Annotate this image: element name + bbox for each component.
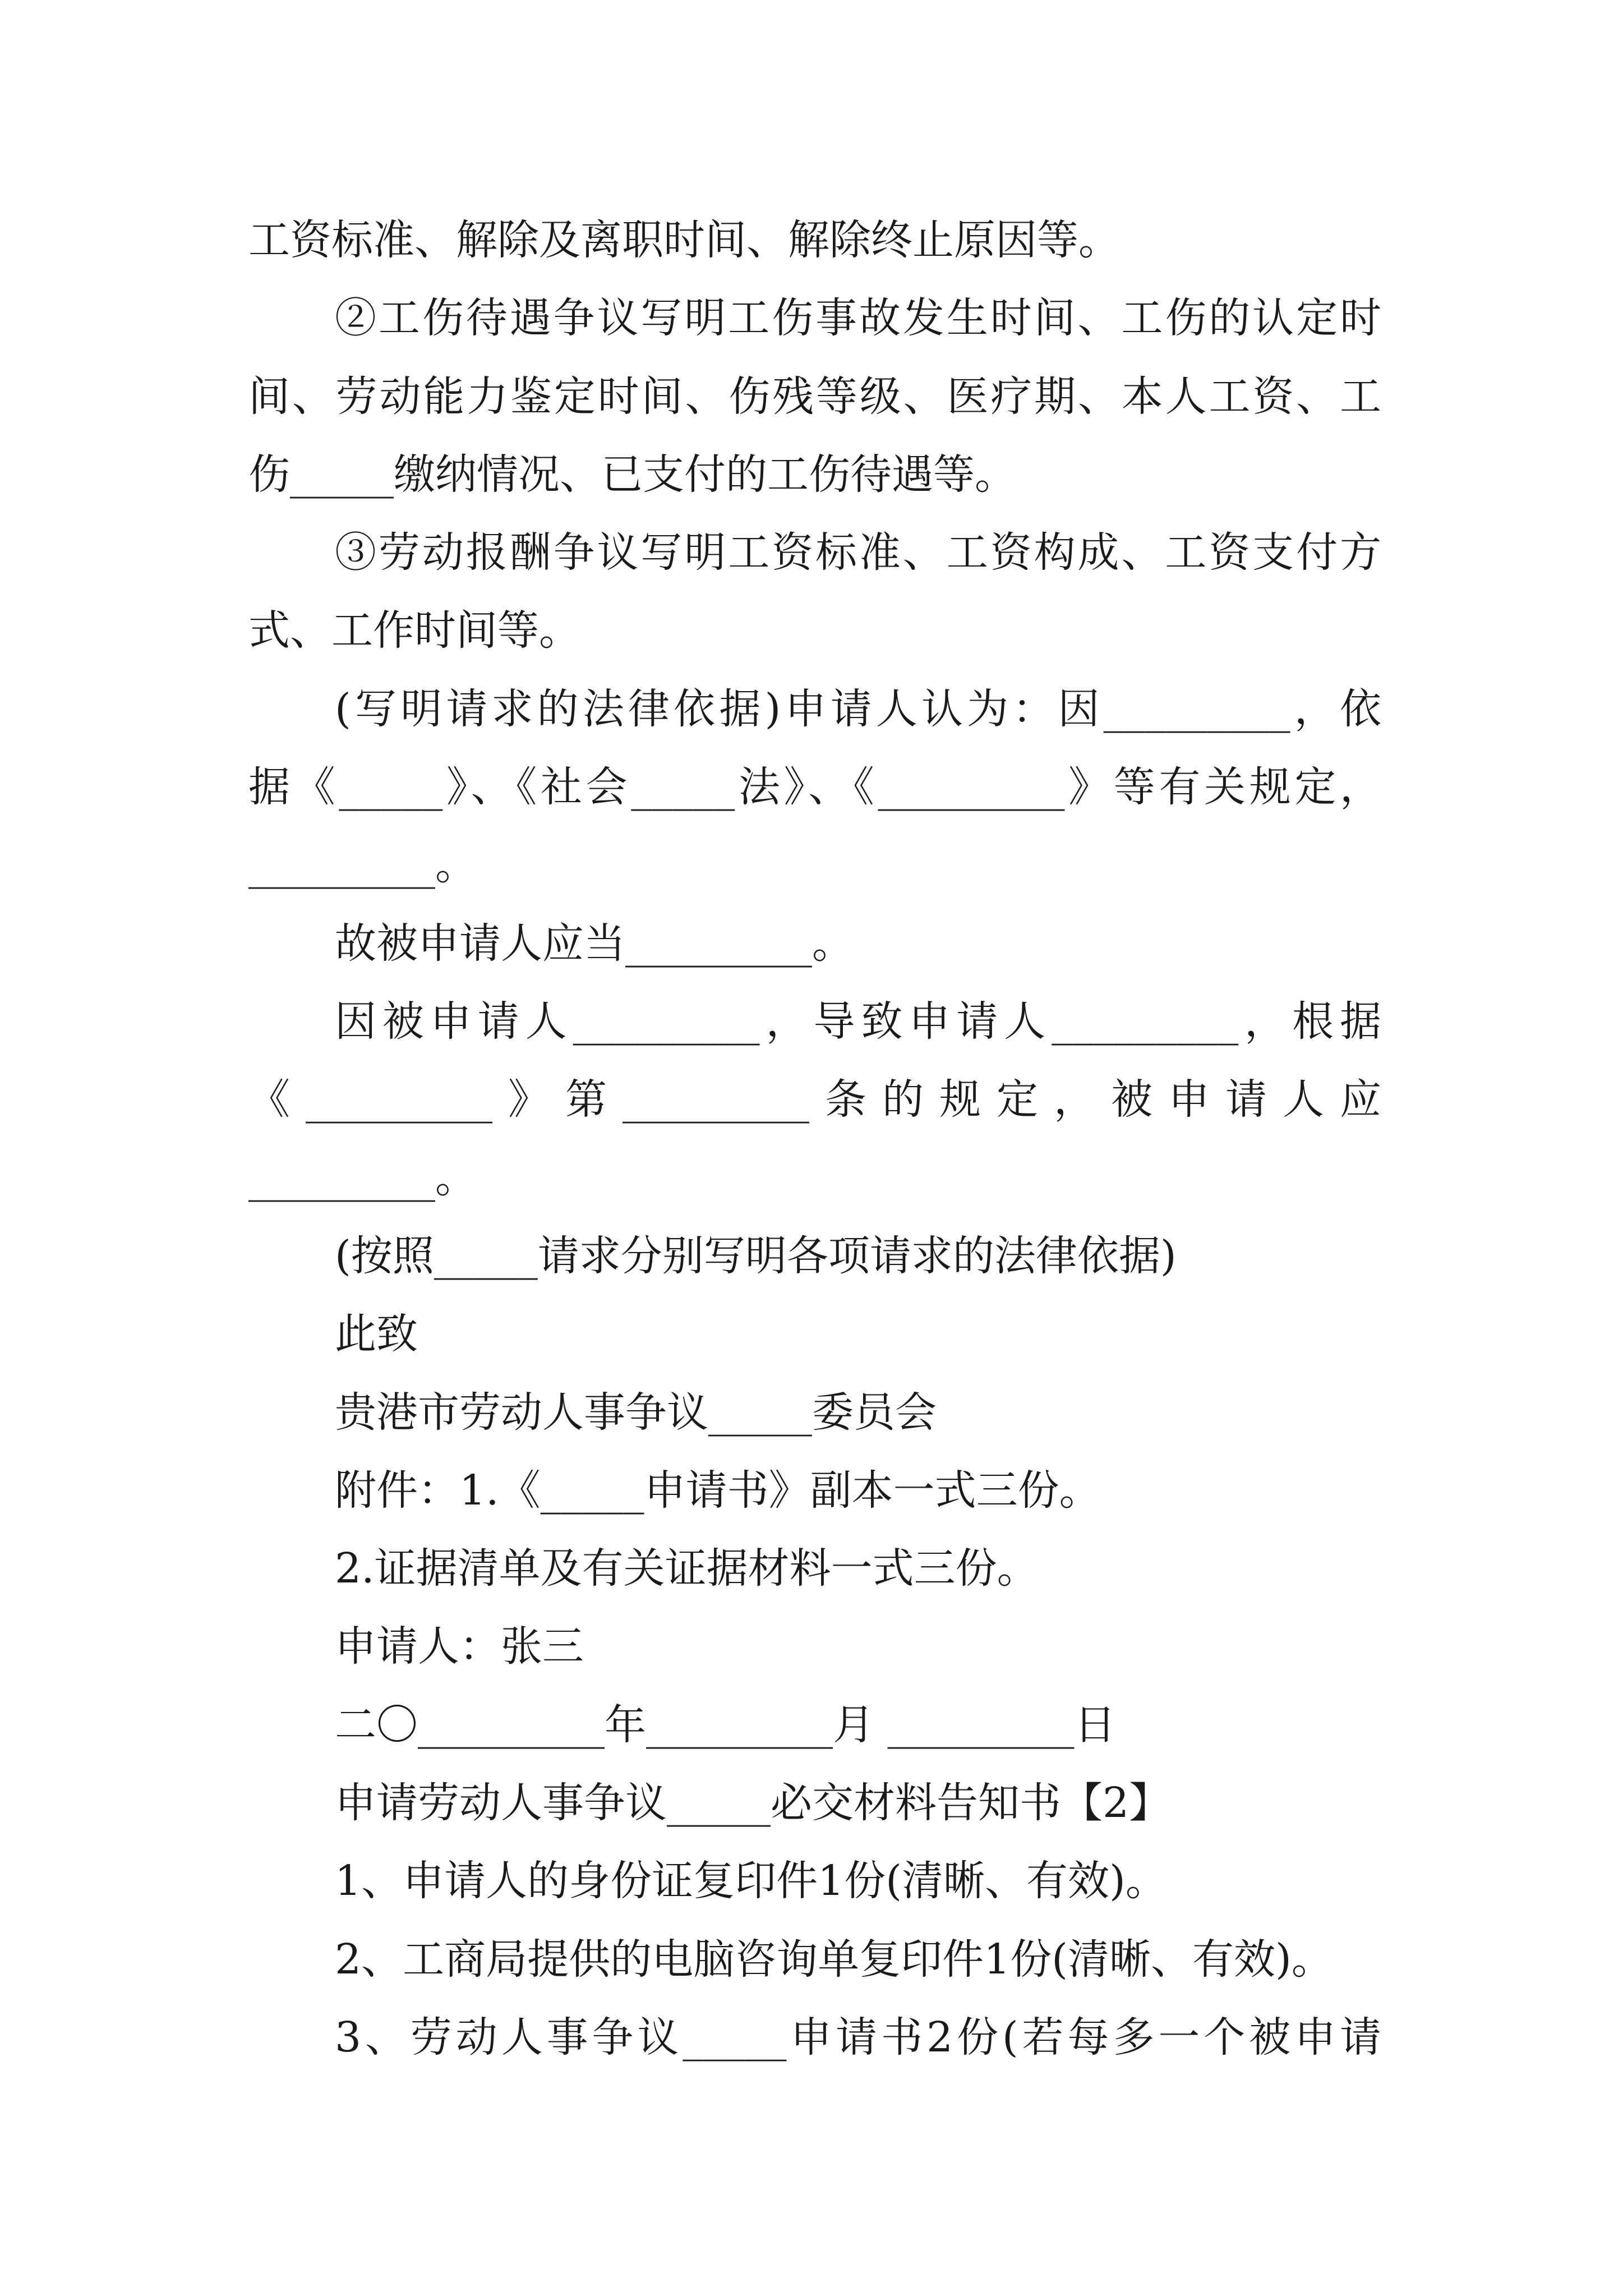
text-line: 申请劳动人事争议_____必交材料告知书【2】 — [335, 1779, 1171, 1827]
text-line: 2、工商局提供的电脑咨询单复印件1份(清晰、有效)。 — [335, 1935, 1333, 1984]
text-line: (写明请求的法律依据)申请人认为：因_________，依 — [335, 685, 1381, 733]
text-line: 1、申请人的身份证复印件1份(清晰、有效)。 — [335, 1857, 1167, 1905]
text-line: 故被申请人应当_________。 — [335, 919, 854, 968]
text-line: 伤_____缴纳情况、已支付的工伤待遇等。 — [248, 450, 1016, 499]
text-line: _________。 — [248, 841, 477, 889]
text-line: 工资标准、解除及离职时间、解除终止原因等。 — [248, 216, 1120, 264]
text-line: (按照_____请求分别写明各项请求的法律依据) — [335, 1232, 1177, 1280]
text-line: ③劳动报酬争议写明工资标准、工资构成、工资支付方 — [335, 528, 1381, 577]
text-line: 式、工作时间等。 — [248, 606, 580, 655]
text-line: 3、劳动人事争议_____申请书2份(若每多一个被申请 — [335, 2013, 1381, 2062]
text-line: 二〇_________年_________月 _________日 — [335, 1701, 1116, 1749]
text-line: 因被申请人_________，导致申请人_________，根据 — [335, 997, 1381, 1046]
text-line: 间、劳动能力鉴定时间、伤残等级、医疗期、本人工资、工 — [248, 372, 1381, 421]
text-line: 此致 — [335, 1310, 418, 1358]
text-line: 附件：1.《_____申请书》副本一式三份。 — [335, 1466, 1101, 1515]
text-line: 《_________》第_________条的规定，被申请人应 — [248, 1075, 1381, 1124]
text-line: ②工伤待遇争议写明工伤事故发生时间、工伤的认定时 — [335, 294, 1381, 342]
text-line: 2.证据清单及有关证据材料一式三份。 — [335, 1544, 1039, 1593]
text-line: 据《_____》、《社会_____法》、《_________》等有关规定， — [248, 763, 1381, 811]
text-line: _________。 — [248, 1154, 477, 1202]
text-line: 申请人：张三 — [335, 1622, 584, 1671]
text-line: 贵港市劳动人事争议_____委员会 — [335, 1388, 937, 1437]
